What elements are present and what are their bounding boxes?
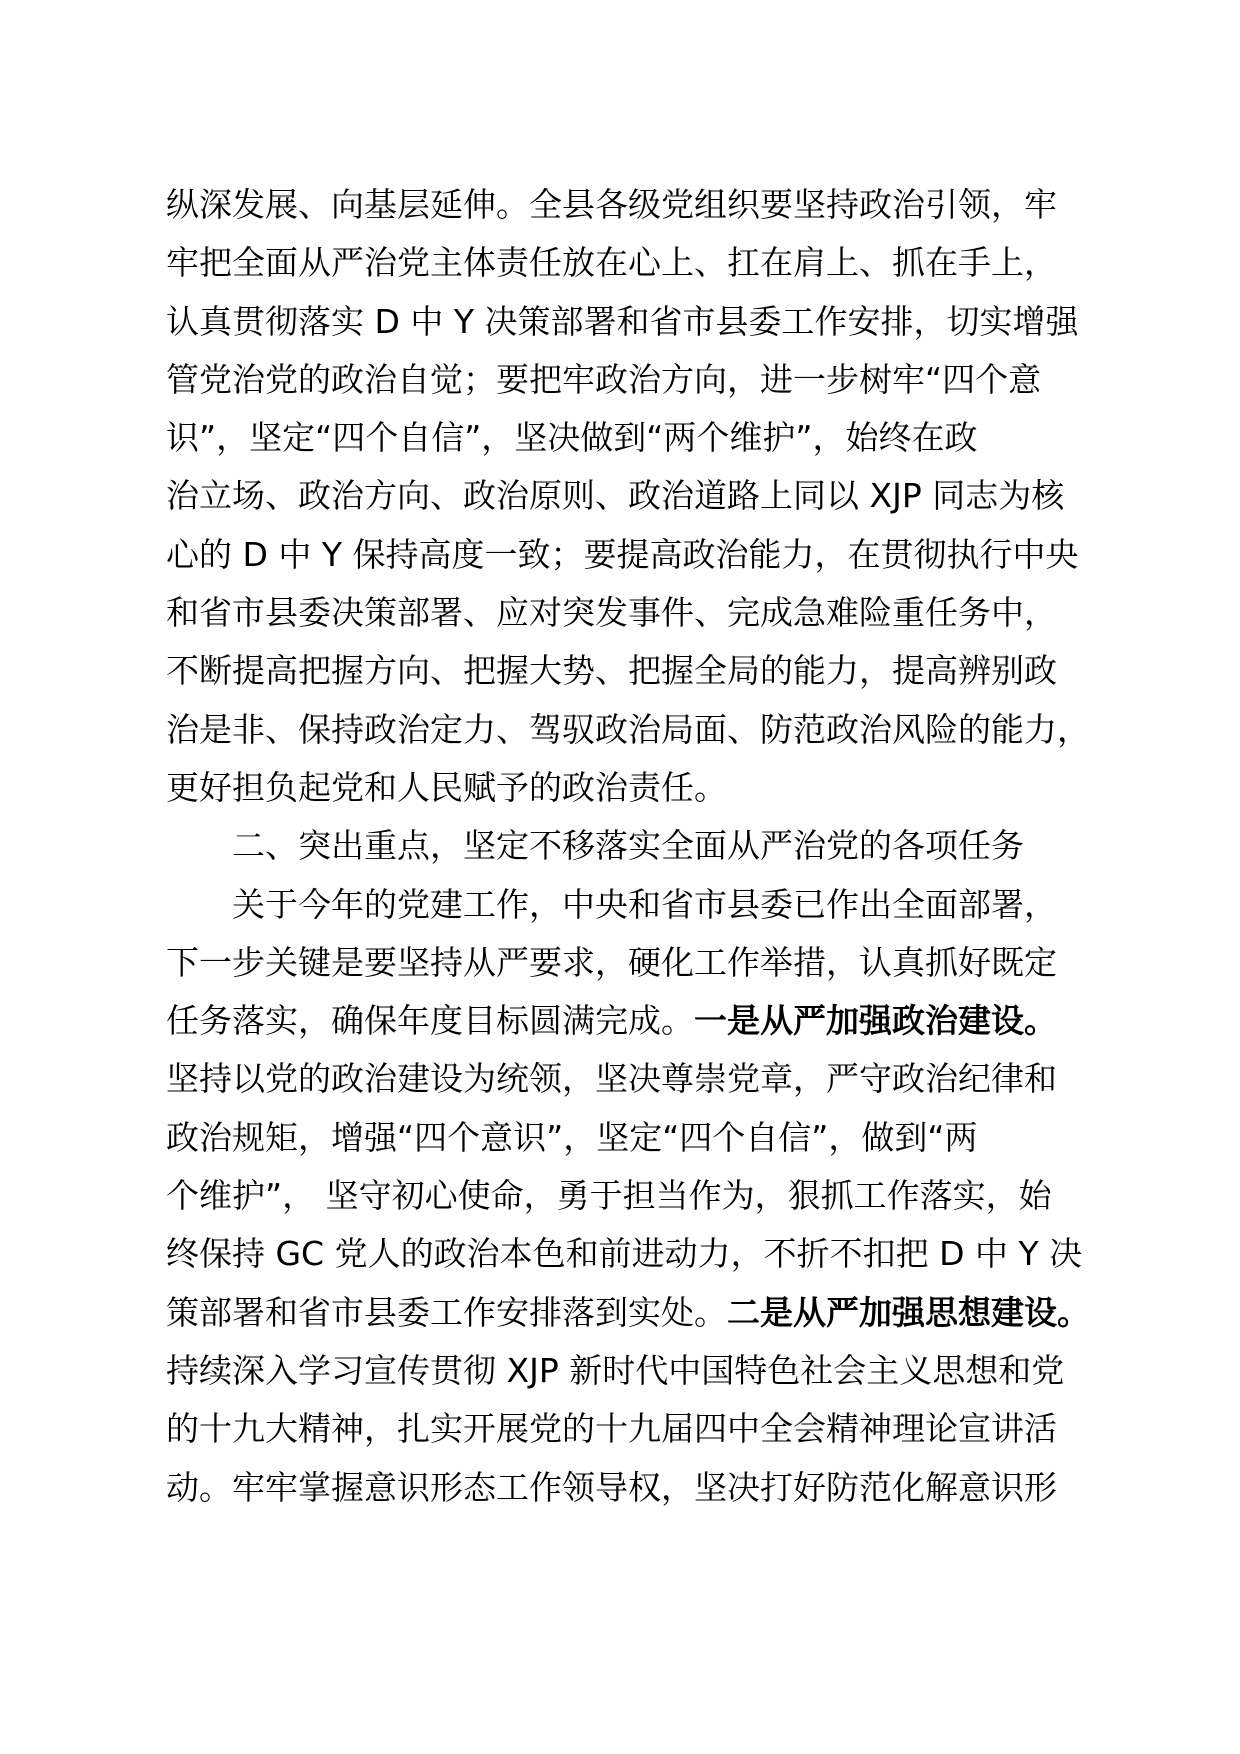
text-line-5: 识”，坚定“四个自信”，坚决做到“两个维护”，始终在政 xyxy=(166,418,978,458)
paragraph-start: 关于今年的党建工作，中央和省市县委已作出全面部署， xyxy=(232,884,1057,924)
text-line-23: 动。牢牢掌握意识形态工作领导权，坚决打好防范化解意识形 xyxy=(166,1467,1057,1507)
text-segment: 任务落实，确保年度目标圆满完成。 xyxy=(166,1001,694,1041)
text-line-3: 认真贯彻落实 D 中 Y 决策部署和省市县委工作安排，切实增强 xyxy=(166,301,1079,341)
text-line-11: 更好担负起党和人民赋予的政治责任。 xyxy=(166,767,727,807)
text-line-16: 坚持以党的政治建设为统领，坚决尊崇党章，严守政治纪律和 xyxy=(166,1059,1057,1099)
text-line-2: 牢把全面从严治党主体责任放在心上、扛在肩上、抓在手上， xyxy=(166,243,1057,283)
text-line-10: 治是非、保持政治定力、驾驭政治局面、防范政治风险的能力， xyxy=(166,709,1090,749)
text-line-21: 持续深入学习宣传贯彻 XJP 新时代中国特色社会主义思想和党 xyxy=(166,1350,1065,1390)
text-line-18: 个维护”， 坚守初心使命，勇于担当作为，狠抓工作落实，始 xyxy=(166,1176,1052,1216)
text-line-4: 管党治党的政治自觉；要把牢政治方向，进一步树牢“四个意 xyxy=(166,359,1042,399)
text-line-8: 和省市县委决策部署、应对突发事件、完成急难险重任务中， xyxy=(166,593,1057,633)
bold-subheading-political: 一是从严加强政治建设。 xyxy=(694,1001,1057,1041)
body-text xyxy=(166,176,1126,1517)
section-heading: 二、突出重点，坚定不移落实全面从严治党的各项任务 xyxy=(232,826,1024,866)
text-line-6: 治立场、政治方向、政治原则、政治道路上同以 XJP 同志为核 xyxy=(166,476,1065,516)
text-segment: 策部署和省市县委工作安排落到实处。 xyxy=(166,1292,727,1332)
bold-subheading-ideological: 二是从严加强思想建设。 xyxy=(727,1292,1090,1332)
text-line-22: 的十九大精神，扎实开展党的十九届四中全会精神理论宣讲活 xyxy=(166,1409,1057,1449)
text-line-9: 不断提高把握方向、把握大势、把握全局的能力，提高辨别政 xyxy=(166,651,1057,691)
text-line-19: 终保持 GC 党人的政治本色和前进动力，不折不扣把 D 中 Y 决 xyxy=(166,1234,1083,1274)
text-line-7: 心的 D 中 Y 保持高度一致；要提高政治能力，在贯彻执行中央 xyxy=(166,534,1079,574)
text-line-15 xyxy=(166,992,1126,1050)
text-line-17: 政治规矩，增强“四个意识”，坚定“四个自信”，做到“两 xyxy=(166,1117,978,1157)
text-line-14: 下一步关键是要坚持从严要求，硬化工作举措，认真抓好既定 xyxy=(166,942,1057,982)
text-line-20 xyxy=(166,1284,1126,1342)
text-line-1: 纵深发展、向基层延伸。全县各级党组织要坚持政治引领，牢 xyxy=(166,185,1057,224)
